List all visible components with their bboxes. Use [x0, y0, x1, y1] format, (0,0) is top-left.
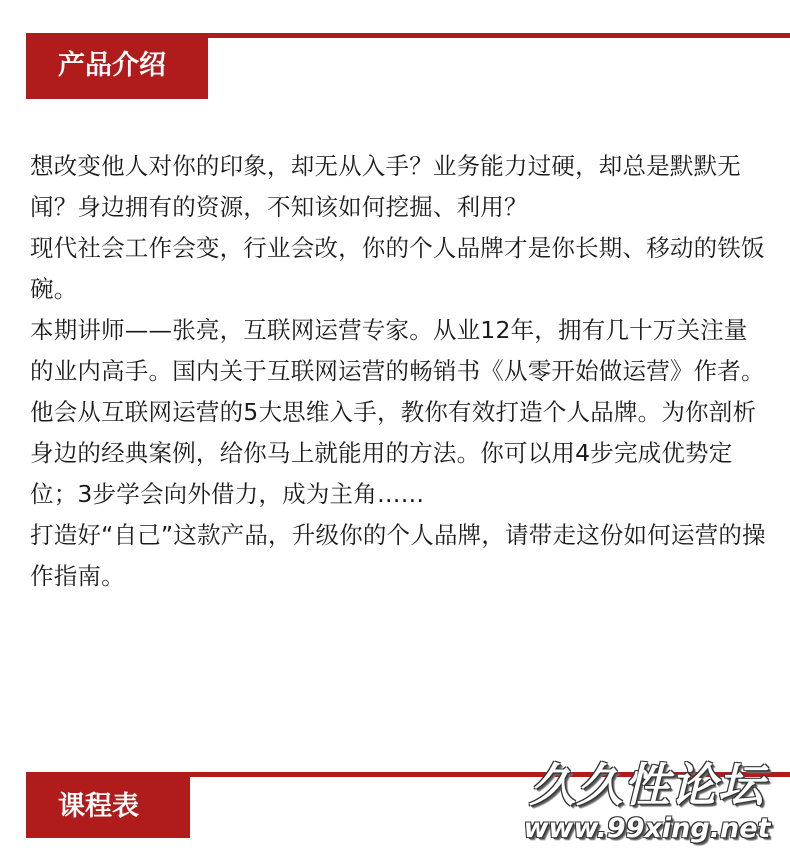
intro-paragraph: 他会从互联网运营的5大思维入手，教你有效打造个人品牌。为你剖析身边的经典案例，给你马上就能用的方法。你可以用4步完成优势定位；3步学会向外借力，成为主角…… [30, 398, 757, 508]
intro-text [30, 146, 770, 597]
intro-paragraph: 想改变他人对你的印象，却无从入手？业务能力过硬，却总是默默无闻？身边拥有的资源，不知该如何挖掘、利用？ [30, 152, 741, 221]
schedule-title: 课程表 [26, 772, 190, 838]
product-intro-header [26, 33, 790, 99]
watermark-title: 久久性论坛 [529, 758, 765, 812]
watermark-url: www.99xing.net [523, 813, 771, 844]
intro-paragraph: 现代社会工作会变，行业会改，你的个人品牌才是你长期、移动的铁饭碗。 [30, 234, 765, 303]
intro-paragraph: 打造好“自己”这款产品，升级你的个人品牌，请带走这份如何运营的操作指南。 [30, 521, 766, 590]
intro-paragraph: 本期讲师——张亮，互联网运营专家。从业12年，拥有几十万关注量的业内高手。国内关于互联网运营的畅销书《从零开始做运营》作者。 [30, 316, 765, 385]
product-intro-title: 产品介绍 [26, 33, 208, 99]
forum-watermark [522, 758, 772, 854]
